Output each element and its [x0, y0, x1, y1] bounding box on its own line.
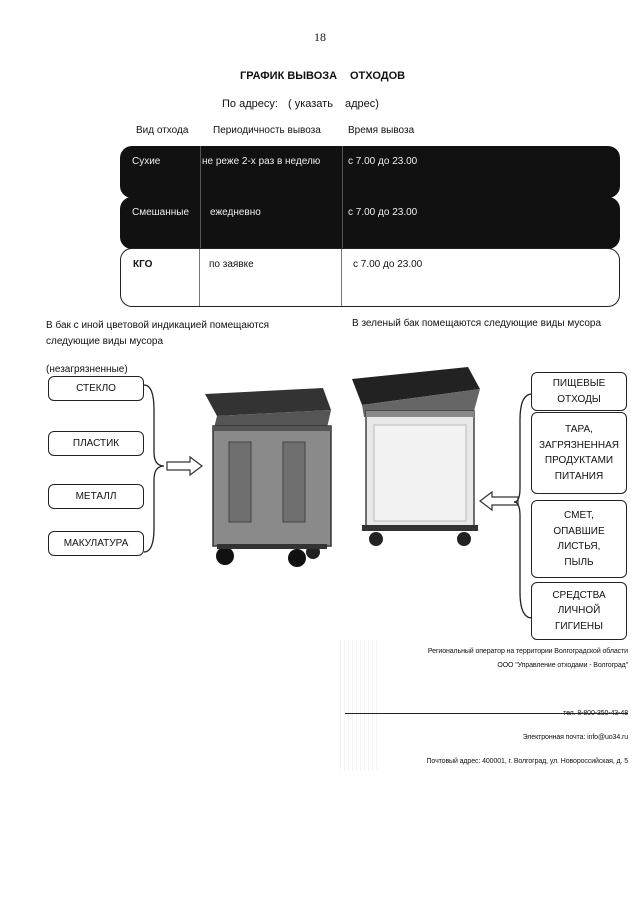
- address-placeholder-end: адрес): [345, 98, 379, 110]
- row-waste-type: Смешанные: [132, 207, 190, 218]
- right-arrow-icon: [166, 455, 204, 477]
- item-hygiene-products: СРЕДСТВА ЛИЧНОЙ ГИГИЕНЫ: [531, 582, 627, 640]
- item-paper: МАКУЛАТУРА: [48, 531, 144, 556]
- row-frequency: не реже 2-х раз в неделю: [202, 156, 321, 167]
- left-note: (незагрязненные): [46, 364, 128, 375]
- page-number: 18: [314, 30, 326, 44]
- schedule-title-left: ГРАФИК ВЫВОЗА: [240, 70, 338, 82]
- row-time: с 7.00 до 23.00: [348, 207, 418, 218]
- footer-rule: [345, 713, 628, 714]
- column-divider: [341, 249, 342, 306]
- table-row: [120, 146, 620, 198]
- column-divider: [342, 197, 343, 249]
- column-header-time: Время вывоза: [348, 125, 415, 136]
- table-row: [120, 197, 620, 249]
- left-heading-line1: В бак с иной цветовой индикацией помещаются: [46, 320, 270, 331]
- item-metal: МЕТАЛЛ: [48, 484, 144, 509]
- right-heading: В зеленый бак помещаются следующие виды мусора: [352, 318, 602, 329]
- item-sweepings: СМЕТ, ОПАВШИЕ ЛИСТЬЯ, ПЫЛЬ: [531, 500, 627, 578]
- item-glass: СТЕКЛО: [48, 376, 144, 401]
- column-divider: [200, 197, 201, 249]
- scan-noise: [340, 640, 380, 770]
- schedule-title-right: ОТХОДОВ: [350, 70, 406, 82]
- footer-company: ООО "Управление отходами - Волгоград": [497, 662, 628, 669]
- row-frequency: ежедневно: [210, 207, 261, 218]
- column-divider: [200, 146, 201, 198]
- footer-operator: Региональный оператор на территории Волгоградской области: [427, 648, 628, 655]
- row-frequency: по заявке: [209, 259, 254, 270]
- item-plastic: ПЛАСТИК: [48, 431, 144, 456]
- row-time: с 7.00 до 23.00: [353, 259, 423, 270]
- left-heading-line2: следующие виды мусора: [46, 336, 164, 347]
- item-contaminated-packaging: ТАРА, ЗАГРЯЗНЕННАЯ ПРОДУКТАМИ ПИТАНИЯ: [531, 412, 627, 494]
- address-label: По адресу:: [222, 98, 278, 110]
- column-divider: [199, 249, 200, 306]
- table-row: [120, 248, 620, 307]
- column-divider: [342, 146, 343, 198]
- column-header-frequency: Периодичность вывоза: [213, 125, 321, 136]
- row-waste-type: Сухие: [132, 156, 161, 167]
- address-placeholder-start: ( указать: [288, 98, 333, 110]
- footer-address: Почтовый адрес: 400001, г. Волгоград, ул. Новороссийская, д. 5: [426, 758, 628, 765]
- row-time: с 7.00 до 23.00: [348, 156, 418, 167]
- item-food-waste: ПИЩЕВЫЕ ОТХОДЫ: [531, 372, 627, 411]
- row-waste-type: КГО: [133, 259, 153, 270]
- column-header-type: Вид отхода: [136, 125, 189, 136]
- gray-bin-icon: [205, 388, 337, 573]
- green-bin-icon: [352, 365, 482, 555]
- footer-email: Электронная почта: info@uo34.ru: [522, 734, 628, 741]
